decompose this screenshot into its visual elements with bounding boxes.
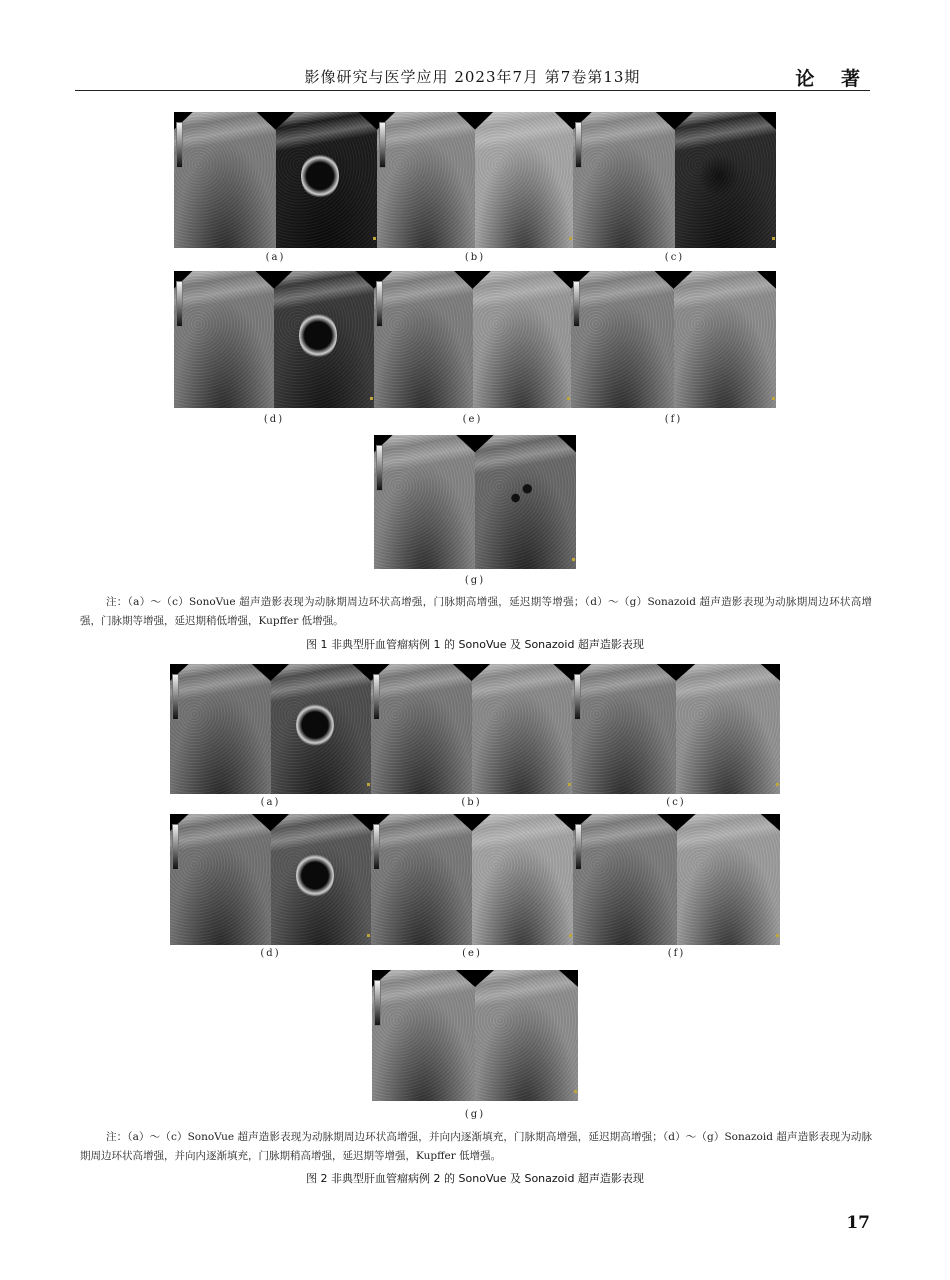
contrast-image <box>475 970 578 1101</box>
fig1-title: 图 1 非典型肝血管瘤病例 1 的 SonoVue 及 Sonazoid 超声造影表现 <box>306 638 644 651</box>
grayscale-bar <box>176 122 183 168</box>
ultrasound-fan <box>371 814 472 945</box>
fig2-note: 注：（a）～（c）SonoVue 超声造影表现为动脉期周边环状高增强，并向内逐渐填充，门脉期高增强，延迟期高增强；（d）～（g）Sonazoid 超声造影表现为动脉期周边环状高增强，并向内逐渐填充，门脉期稍高增强，延迟期等增强，Kupffer 低增强。 <box>80 1131 872 1162</box>
bmode-image <box>174 271 274 408</box>
grayscale-bar <box>376 445 383 491</box>
fig2-caption-g: (g) <box>464 1109 486 1120</box>
running-header <box>75 62 870 91</box>
orientation-marker <box>569 237 572 240</box>
bmode-image <box>571 271 674 408</box>
ultrasound-fan <box>676 664 780 794</box>
fig1-panel-e <box>374 271 571 408</box>
orientation-marker <box>568 783 571 786</box>
orientation-marker <box>373 237 376 240</box>
orientation-marker <box>367 934 370 937</box>
orientation-marker <box>367 783 370 786</box>
fig1-caption-d: (d) <box>263 414 285 425</box>
ultrasound-fan <box>372 970 475 1101</box>
grayscale-bar <box>573 281 580 327</box>
ultrasound-fan <box>572 664 676 794</box>
grayscale-bar <box>176 281 183 327</box>
grayscale-bar <box>379 122 386 168</box>
contrast-image <box>676 664 780 794</box>
fig2-panel-g <box>372 970 578 1101</box>
fig1-caption-e: (e) <box>462 414 483 425</box>
fig2-caption-c: (c) <box>666 797 686 808</box>
fig1-panel-a <box>174 112 377 248</box>
bmode-image <box>377 112 475 248</box>
contrast-image <box>677 814 781 945</box>
orientation-marker <box>574 1090 577 1093</box>
ultrasound-fan <box>573 814 677 945</box>
ultrasound-fan <box>174 271 274 408</box>
ultrasound-fan <box>677 814 781 945</box>
orientation-marker <box>772 237 775 240</box>
fig2-panel-a <box>170 664 371 794</box>
fig2-caption-a: (a) <box>260 797 281 808</box>
bmode-image <box>374 271 473 408</box>
ultrasound-fan <box>674 271 777 408</box>
ultrasound-fan <box>475 970 578 1101</box>
contrast-image <box>675 112 777 248</box>
contrast-image <box>674 271 777 408</box>
fig2-panel-b <box>371 664 572 794</box>
fig2-caption-d: (d) <box>260 948 281 959</box>
bmode-image <box>371 664 472 794</box>
contrast-image <box>475 112 573 248</box>
bmode-image <box>170 814 271 945</box>
ultrasound-fan <box>374 435 475 569</box>
orientation-marker <box>370 397 373 400</box>
grayscale-bar <box>373 674 380 720</box>
fig2-caption-b: (b) <box>461 797 482 808</box>
fig2-caption-e: (e) <box>462 948 482 959</box>
orientation-marker <box>776 934 779 937</box>
grayscale-bar <box>172 674 179 720</box>
fig2-caption-f: (f) <box>667 948 686 959</box>
fig2-title: 图 2 非典型肝血管瘤病例 2 的 SonoVue 及 Sonazoid 超声造影表现 <box>306 1172 644 1185</box>
grayscale-bar <box>575 122 582 168</box>
section-label: 论 著 <box>795 68 870 90</box>
contrast-image <box>276 112 378 248</box>
grayscale-bar <box>376 281 383 327</box>
lesion-region <box>299 312 337 359</box>
contrast-image <box>271 664 372 794</box>
fig1-panel-c <box>573 112 776 248</box>
fig1-caption-a: (a) <box>265 252 286 263</box>
ultrasound-fan <box>377 112 475 248</box>
ultrasound-fan <box>371 664 472 794</box>
ultrasound-fan <box>174 112 276 248</box>
contrast-image <box>271 814 372 945</box>
ultrasound-fan <box>573 112 675 248</box>
lesion-region <box>296 703 334 747</box>
grayscale-bar <box>373 824 380 870</box>
fig1-panel-f <box>571 271 776 408</box>
fig1-panel-d <box>174 271 374 408</box>
grayscale-bar <box>172 824 179 870</box>
contrast-image <box>274 271 374 408</box>
fig1-caption-f: (f) <box>664 414 683 425</box>
orientation-marker <box>567 397 570 400</box>
bmode-image <box>374 435 475 569</box>
journal-info: 影像研究与医学应用 2023年7月 第7卷第13期 <box>304 68 641 86</box>
orientation-marker <box>776 783 779 786</box>
bmode-image <box>573 112 675 248</box>
fig2-panel-e <box>371 814 573 945</box>
orientation-marker <box>572 558 575 561</box>
ultrasound-fan <box>473 271 572 408</box>
fig2-panel-d <box>170 814 371 945</box>
fig2-panel-f <box>573 814 780 945</box>
fig1-panel-b <box>377 112 573 248</box>
grayscale-bar <box>575 824 582 870</box>
ultrasound-fan <box>374 271 473 408</box>
ultrasound-fan <box>472 814 573 945</box>
bmode-image <box>170 664 271 794</box>
bmode-image <box>174 112 276 248</box>
grayscale-bar <box>374 980 381 1026</box>
fig1-note: 注：（a）～（c）SonoVue 超声造影表现为动脉期周边环状高增强，门脉期高增强，延迟期等增强；（d）～（g）Sonazoid 超声造影表现为动脉期周边环状高增强，门脉期等增强，延迟期稍低增强，Kupffer 低增强。 <box>80 596 872 627</box>
fig1-caption-b: (b) <box>464 252 486 263</box>
grayscale-bar <box>574 674 581 720</box>
fig2-panel-c <box>572 664 780 794</box>
bmode-image <box>572 664 676 794</box>
ultrasound-fan <box>475 112 573 248</box>
lesion-region <box>296 853 334 898</box>
fig1-caption-g: (g) <box>464 575 486 586</box>
orientation-marker <box>569 934 572 937</box>
fig1-caption-c: (c) <box>664 252 685 263</box>
contrast-image <box>475 435 576 569</box>
orientation-marker <box>772 397 775 400</box>
ultrasound-fan <box>472 664 573 794</box>
fig1-panel-g <box>374 435 576 569</box>
page-number: 17 <box>846 1213 870 1233</box>
ultrasound-fan <box>170 814 271 945</box>
lesion-region <box>500 475 538 521</box>
bmode-image <box>371 814 472 945</box>
ultrasound-fan <box>170 664 271 794</box>
ultrasound-fan <box>571 271 674 408</box>
bmode-image <box>573 814 677 945</box>
bmode-image <box>372 970 475 1101</box>
contrast-image <box>472 664 573 794</box>
contrast-image <box>472 814 573 945</box>
contrast-image <box>473 271 572 408</box>
